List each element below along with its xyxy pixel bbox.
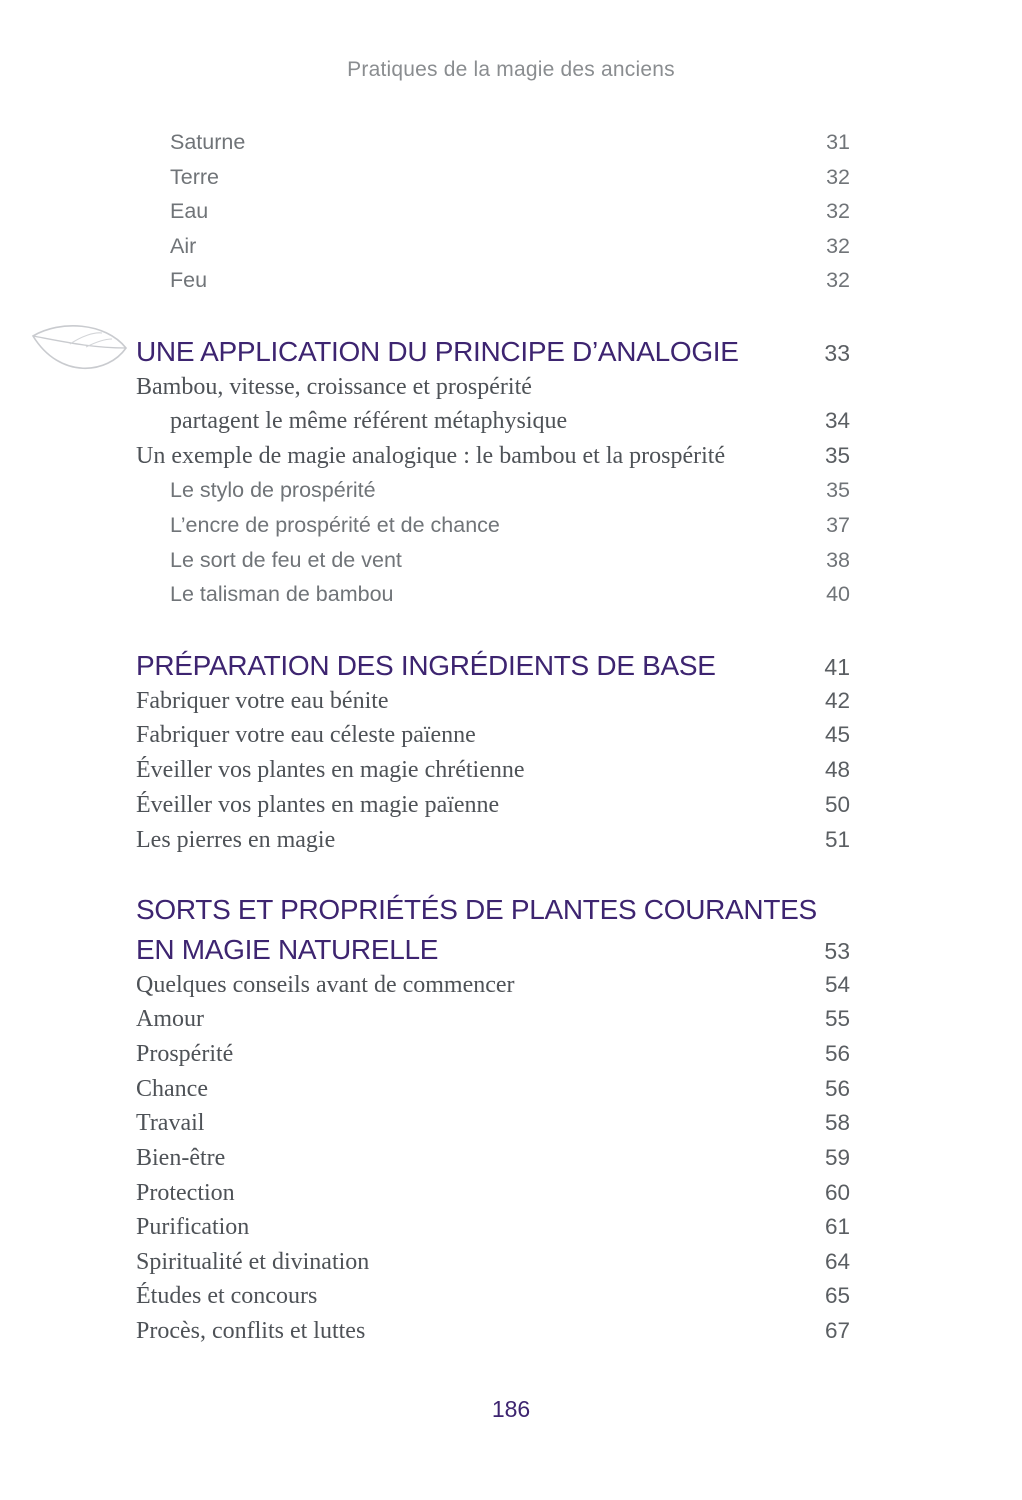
chapter-heading[interactable]: [0, 650, 1022, 684]
entry-title: Terre: [170, 165, 219, 189]
entry-page: 35: [824, 443, 850, 468]
entry-title: Prospérité: [136, 1041, 234, 1067]
entry-page: 67: [824, 1318, 850, 1343]
entry-title: Chance: [136, 1076, 208, 1102]
entry-page: 40: [826, 582, 850, 606]
entry-title: Bien-être: [136, 1145, 226, 1171]
entry-title: Éveiller vos plantes en magie païenne: [136, 792, 500, 818]
toc-entry[interactable]: [0, 1110, 1022, 1144]
toc-entry[interactable]: [0, 1145, 1022, 1179]
entry-page: 42: [824, 688, 850, 713]
entry-title: Spiritualité et divination: [136, 1249, 370, 1275]
toc-subentry[interactable]: [0, 513, 1022, 547]
entry-title: Travail: [136, 1110, 205, 1136]
entry-title: Quelques conseils avant de commencer: [136, 972, 515, 998]
chapter-title: PRÉPARATION DES INGRÉDIENTS DE BASE: [136, 650, 716, 681]
entry-page: 58: [824, 1110, 850, 1135]
entry-title: Air: [170, 234, 197, 258]
entry-page: 35: [826, 478, 850, 502]
toc-entry[interactable]: [0, 1214, 1022, 1248]
toc-entry-continuation[interactable]: [0, 408, 1022, 442]
toc-entry[interactable]: [0, 1283, 1022, 1317]
entry-title: Fabriquer votre eau bénite: [136, 688, 389, 714]
entry-page: 59: [824, 1145, 850, 1170]
entry-page: 32: [826, 234, 850, 258]
entry-page: 56: [824, 1041, 850, 1066]
entry-page: 64: [824, 1249, 850, 1274]
entry-page: 32: [826, 268, 850, 292]
toc-subentry[interactable]: [0, 199, 1022, 233]
toc-entry[interactable]: [0, 688, 1022, 722]
entry-title: Le talisman de bambou: [170, 582, 394, 606]
entry-title: Les pierres en magie: [136, 827, 336, 853]
entry-page: 55: [824, 1006, 850, 1031]
entry-page: 32: [826, 165, 850, 189]
toc-subentry[interactable]: [0, 478, 1022, 512]
entry-title: L’encre de prospérité et de chance: [170, 513, 500, 537]
entry-title: Protection: [136, 1180, 235, 1206]
toc-entry[interactable]: [0, 792, 1022, 826]
page-number: 186: [491, 1396, 531, 1422]
toc-subentry[interactable]: [0, 165, 1022, 199]
toc-entry[interactable]: [0, 374, 1022, 408]
toc-entry[interactable]: [0, 1006, 1022, 1040]
entry-page: 51: [824, 827, 850, 852]
chapter-heading[interactable]: [0, 894, 1022, 928]
running-head: Pratiques de la magie des anciens: [347, 58, 675, 81]
entry-title-line2: partagent le même référent métaphysique: [170, 408, 568, 434]
entry-title: Le sort de feu et de vent: [170, 548, 402, 572]
toc-entry[interactable]: [0, 1318, 1022, 1352]
chapter-title: UNE APPLICATION DU PRINCIPE D’ANALOGIE: [136, 336, 739, 367]
toc-subentry[interactable]: [0, 234, 1022, 268]
toc-entry[interactable]: [0, 827, 1022, 861]
toc-entry[interactable]: [0, 1076, 1022, 1110]
entry-title: Le stylo de prospérité: [170, 478, 376, 502]
entry-page: 61: [824, 1214, 850, 1239]
entry-title: Un exemple de magie analogique : le bambou et la prospérité: [136, 443, 726, 469]
toc-subentry[interactable]: [0, 268, 1022, 302]
entry-page: 48: [824, 757, 850, 782]
entry-page: 65: [824, 1283, 850, 1308]
chapter-heading-continuation[interactable]: [0, 934, 1022, 968]
toc-subentry[interactable]: [0, 582, 1022, 616]
entry-page: 50: [824, 792, 850, 817]
entry-page: 38: [826, 548, 850, 572]
toc-entry[interactable]: [0, 1180, 1022, 1214]
entry-page: 56: [824, 1076, 850, 1101]
toc-entry[interactable]: [0, 443, 1022, 477]
chapter-page: 53: [824, 938, 850, 964]
entry-title: Éveiller vos plantes en magie chrétienne: [136, 757, 525, 783]
chapter-page: 33: [824, 340, 850, 366]
chapter-title-line2: EN MAGIE NATURELLE: [136, 934, 439, 965]
toc-subentry[interactable]: [0, 130, 1022, 164]
entry-page: 60: [824, 1180, 850, 1205]
toc-entry[interactable]: [0, 757, 1022, 791]
entry-page: 31: [826, 130, 850, 154]
entry-page: 45: [824, 722, 850, 747]
toc-entry[interactable]: [0, 1249, 1022, 1283]
chapter-heading[interactable]: [0, 336, 1022, 370]
toc-entry[interactable]: [0, 722, 1022, 756]
entry-page: 32: [826, 199, 850, 223]
entry-title: Purification: [136, 1214, 250, 1240]
entry-title: Eau: [170, 199, 209, 223]
toc-entry[interactable]: [0, 1041, 1022, 1075]
toc-entry[interactable]: [0, 972, 1022, 1006]
entry-title: Fabriquer votre eau céleste païenne: [136, 722, 476, 748]
entry-page: 34: [824, 408, 850, 433]
entry-title: Amour: [136, 1006, 204, 1032]
entry-title: Procès, conflits et luttes: [136, 1318, 366, 1344]
toc-subentry[interactable]: [0, 548, 1022, 582]
chapter-title-line1: SORTS ET PROPRIÉTÉS DE PLANTES COURANTES: [136, 894, 817, 925]
entry-title: Feu: [170, 268, 208, 292]
entry-page: 54: [824, 972, 850, 997]
entry-title: Saturne: [170, 130, 246, 154]
entry-title-line1: Bambou, vitesse, croissance et prospérité: [136, 374, 532, 400]
entry-page: 37: [826, 513, 850, 537]
entry-title: Études et concours: [136, 1283, 318, 1309]
chapter-page: 41: [824, 654, 850, 680]
